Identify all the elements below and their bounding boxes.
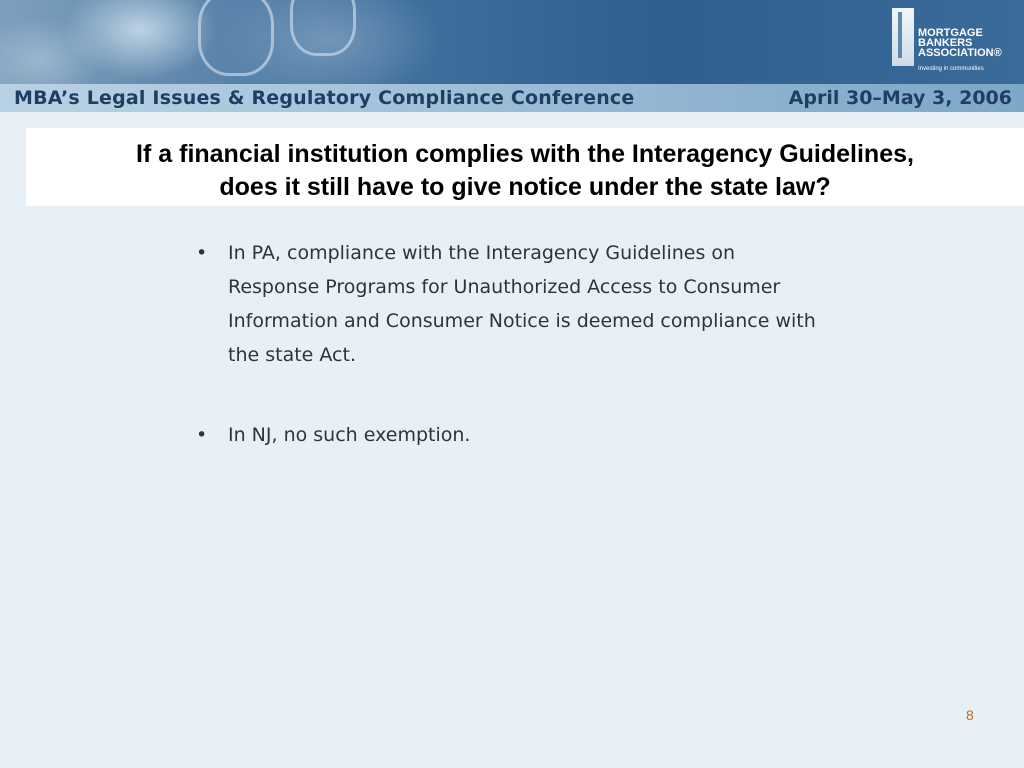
bullet-item: [190, 236, 830, 372]
banner-photo: [0, 0, 520, 84]
bullet-marker: •: [196, 424, 208, 446]
heading-line-1: If a financial institution complies with the Interagency Guidelines,: [136, 140, 914, 168]
bullet-text: In PA, compliance with the Interagency Guidelines on Response Programs for Unauthorized Access to Consumer Information and Consumer Notice is deemed compliance with the state Act.: [228, 242, 816, 366]
header-banner: [0, 0, 1024, 112]
bullet-marker: •: [196, 242, 208, 264]
bullet-text: In NJ, no such exemption.: [228, 424, 471, 446]
bullet-item: [190, 418, 830, 452]
eyeglasses-graphic: [290, 0, 356, 56]
logo-text: MORTGAGE BANKERS ASSOCIATION®: [918, 27, 1002, 59]
logo-mark-icon: [892, 8, 914, 66]
eyeglasses-graphic: [198, 0, 274, 76]
page-number: 8: [966, 707, 974, 723]
bullet-list: [190, 236, 830, 498]
mba-logo: [892, 8, 1002, 74]
conference-title: MBA’s Legal Issues & Regulatory Compliance Conference: [14, 87, 635, 109]
logo-tagline: Investing in communities: [918, 66, 984, 72]
heading-line-2: does it still have to give notice under the state law?: [219, 173, 831, 201]
slide-heading: [26, 138, 1024, 204]
conference-date: April 30–May 3, 2006: [788, 87, 1012, 109]
